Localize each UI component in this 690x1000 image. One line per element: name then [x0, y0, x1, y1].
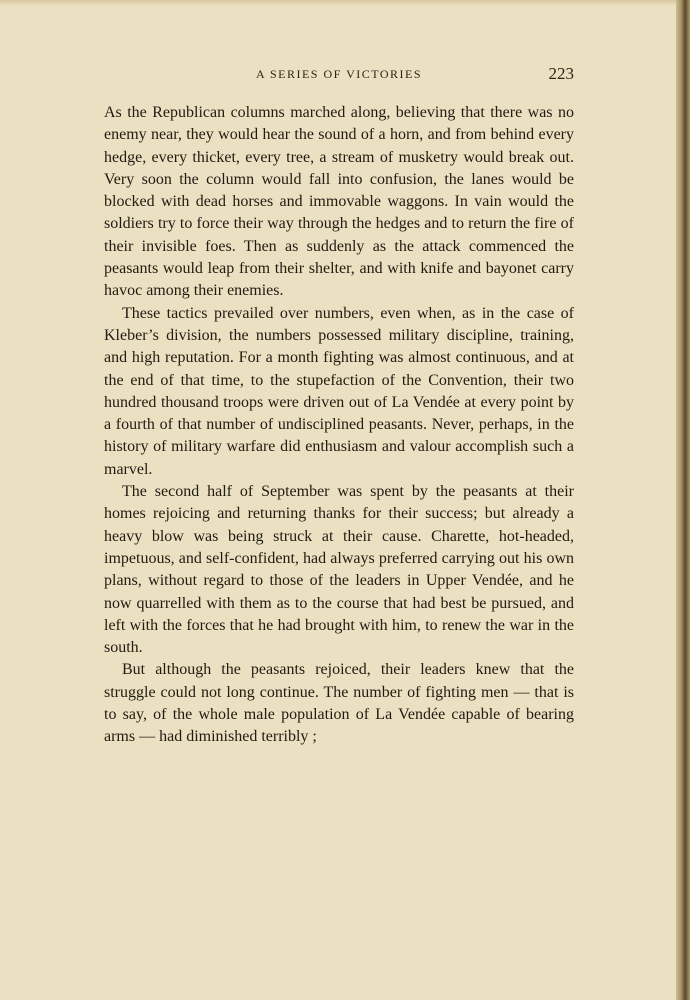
paragraph-3: The second half of September was spent by the peasants at their homes rejoicing and returning thanks for their success; but already a heavy blow was being struck at their cause. Charette, hot-headed, impetuous, and self-confident, had always preferred carrying out his own plans, without regard to those of the leaders in Upper Vendée, and he now quarrelled with them as to the course that had best be pursued, and left with the forces that he had brought with him, to renew the war in the south. — [104, 483, 574, 657]
body-text — [104, 102, 574, 749]
paragraph-4: But although the peasants rejoiced, their leaders knew that the struggle could not long continue. The number of fighting men — that is to say, of the whole male population of La Vendée capable of bearing arms — had diminished terribly ; — [104, 661, 574, 746]
running-title: A SERIES OF VICTORIES — [255, 67, 423, 81]
running-head — [104, 64, 574, 88]
paragraph-2: These tactics prevailed over numbers, even when, as in the case of Kleber’s division, the numbers possessed military discipline, training, and high reputation. For a month fighting was almost continuous, and at the end of that time, to the stupefaction of the Convention, their two hundred thousand troops were driven out of La Vendée at every point by a fourth of that number of undisciplined peasants. Never, perhaps, in the history of military warfare did enthusiasm and valour accomplish such a marvel. — [104, 304, 574, 478]
page-number: 223 — [548, 64, 574, 83]
page-top-shadow — [0, 0, 690, 6]
page-binding-edge — [676, 0, 690, 1000]
paragraph-1: As the Republican columns marched along, believing that there was no enemy near, they would hear the sound of a horn, and from behind every hedge, every thicket, every tree, a stream of musketry would break out. Very soon the column would fall into confusion, the lanes would be blocked with dead horses and immovable waggons. In vain would the soldiers try to force their way through the hedges and to return the fire of their invisible foes. Then as suddenly as the attack commenced the peasants would leap from their shelter, and with knife and bayonet carry havoc among their enemies. — [104, 104, 574, 300]
